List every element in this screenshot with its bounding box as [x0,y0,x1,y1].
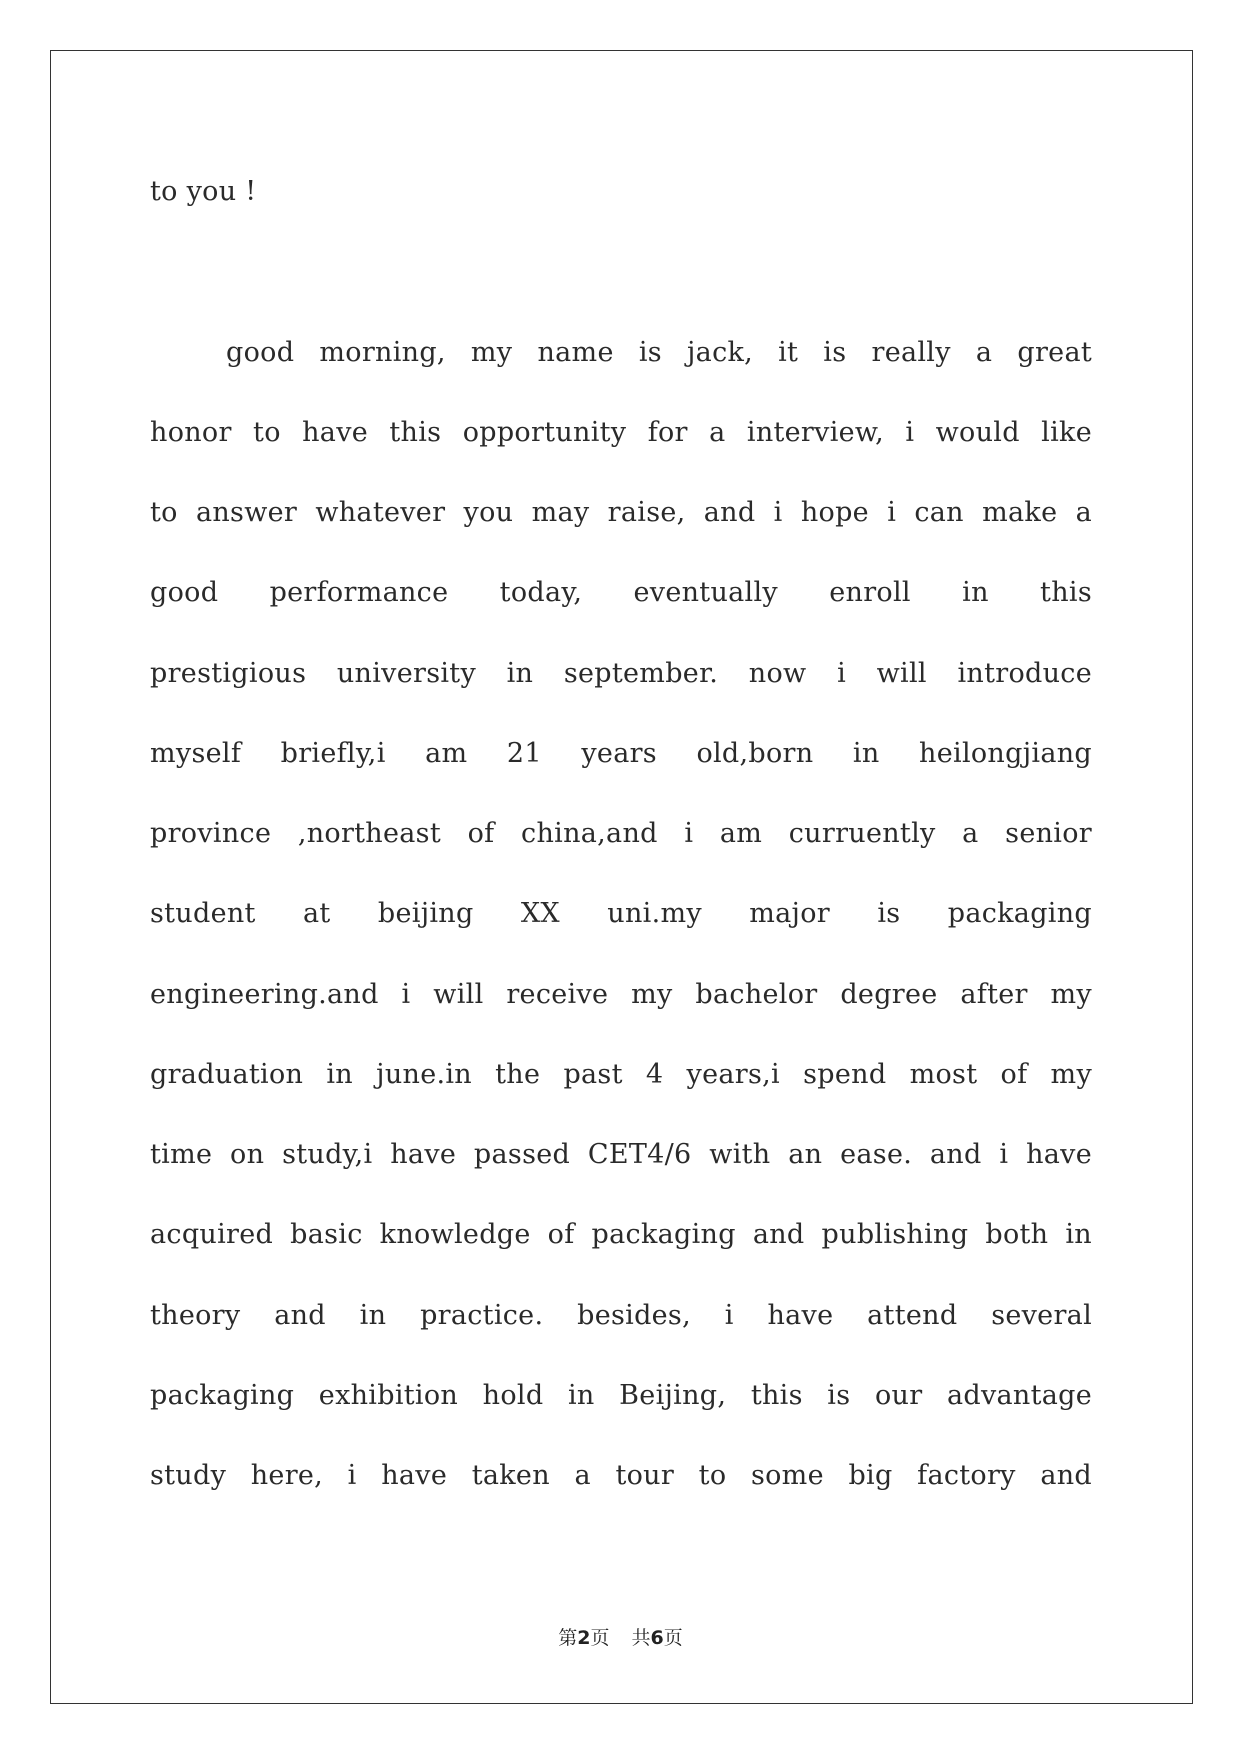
text-line-7: myself briefly,i am 21 years old,born in heilongjiang [150,738,1092,769]
text-line-15: packaging exhibition hold in Beijing, this is our advantage [150,1380,1092,1411]
text-line-1: to you ! [150,176,257,207]
page-number: 2 [577,1627,591,1649]
total-suffix: 页 [663,1627,683,1649]
page-border [50,50,1193,1704]
text-line-5: good performance today, eventually enroll in this [150,577,1092,608]
text-line-4: to answer whatever you may raise, and i hope i can make a [150,497,1092,528]
text-line-13: acquired basic knowledge of packaging and publishing both in [150,1219,1092,1250]
page-prefix: 第 [558,1627,578,1649]
text-line-6: prestigious university in september. now i will introduce [150,658,1092,689]
text-line-12: time on study,i have passed CET4/6 with an ease. and i have [150,1139,1092,1170]
text-line-16: study here, i have taken a tour to some big factory and [150,1460,1092,1491]
text-line-11: graduation in june.in the past 4 years,i spend most of my [150,1059,1092,1090]
total-prefix: 共 [631,1627,651,1649]
text-line-14: theory and in practice. besides, i have attend several [150,1300,1092,1331]
total-pages: 6 [650,1627,664,1649]
paragraph-first-line: good morning, my name is jack, it is really a great [226,337,1092,368]
text-line-10: engineering.and i will receive my bachelor degree after my [150,979,1092,1010]
text-line-3: honor to have this opportunity for a interview, i would like [150,417,1092,448]
page-footer [0,1626,1241,1650]
text-line-8: province ,northeast of china,and i am curruently a senior [150,818,1092,849]
text-line-9: student at beijing XX uni.my major is packaging [150,898,1092,929]
page-suffix: 页 [590,1627,610,1649]
